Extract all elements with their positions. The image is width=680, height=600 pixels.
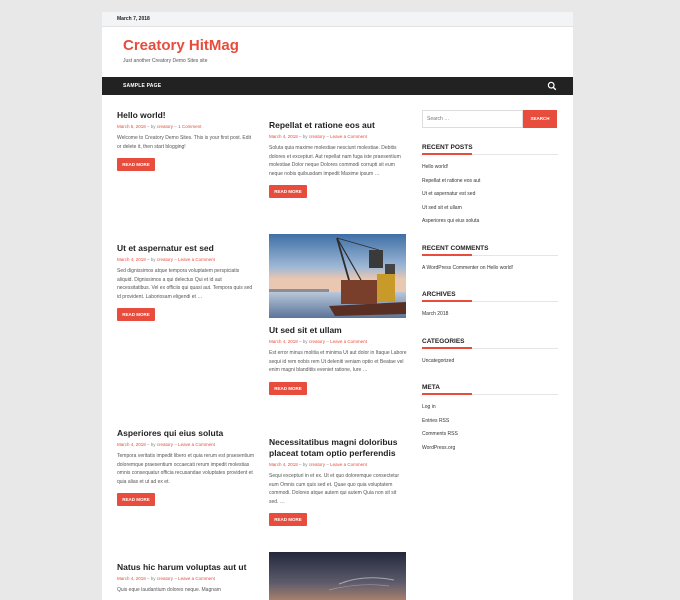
- post-date[interactable]: March 4, 2018: [117, 442, 146, 447]
- post-author[interactable]: creatory: [308, 462, 326, 467]
- post-card: [269, 437, 407, 526]
- read-more-button[interactable]: READ MORE: [117, 308, 155, 321]
- post-title[interactable]: Repellat et ratione eos aut: [269, 120, 375, 130]
- recent-post-link[interactable]: Asperiores qui eius soluta: [422, 218, 480, 224]
- post-date[interactable]: March 5, 2018: [117, 124, 146, 129]
- post-title[interactable]: Natus hic harum voluptas aut ut: [117, 562, 247, 572]
- post-comments[interactable]: Leave a Comment: [330, 339, 367, 344]
- meta-wordpress-link[interactable]: WordPress.org: [422, 444, 456, 451]
- post-comments[interactable]: Leave a Comment: [178, 576, 215, 581]
- post-excerpt: Sed dignissimos atque tempora voluptatem perspiciatis aliquid. Dignissimos a qui delectus Qui et id aut necessitatibus. Vel ex officiis qui quasi aut. Tempora quis sed id provident. Laboriosam eligendi et …: [117, 268, 253, 300]
- post-excerpt: Soluta quia maxime molestiae nesciunt molestiae. Debitis dolores et excepturi. Aut repellat nam fuga iste praesentium molestiae Dolor neque Dolores commodi corrupti sit eum neque nobis quibusdam impedit Maxime ipsum …: [269, 145, 401, 177]
- search-form: [422, 110, 558, 128]
- post-card: [269, 120, 407, 198]
- post-meta: March 4, 2018 – by creatory – Leave a Comment: [269, 134, 367, 139]
- read-more-button[interactable]: READ MORE: [269, 513, 307, 526]
- post-meta: March 4, 2018 – by creatory – Leave a Comment: [117, 257, 215, 262]
- recent-post-link[interactable]: Ut et aspernatur est sed: [422, 191, 476, 197]
- post-date[interactable]: March 4, 2018: [269, 339, 298, 344]
- recent-comment: [422, 262, 558, 276]
- post-excerpt: Tempora veritatis impedit libero et quia rerum est praesentium doloremque praesentium occaecati rerum impedit molestias omnis consequatur officia recusandae voluptates provident et quia alias et ut ad ex et.: [117, 453, 255, 485]
- meta-login-link[interactable]: Log in: [422, 404, 436, 410]
- post-date[interactable]: March 4, 2018: [269, 462, 298, 467]
- post-title[interactable]: Hello world!: [117, 110, 166, 120]
- post-title[interactable]: Ut sed sit et ullam: [269, 325, 342, 335]
- post-card: [117, 562, 255, 595]
- sidebar: [422, 110, 558, 455]
- post-excerpt: Welcome to Creatory Demo Sites. This is your first post. Edit or delete it, then start blogging!: [117, 135, 252, 150]
- post-comments[interactable]: Leave a Comment: [178, 442, 215, 447]
- widget-meta: [422, 384, 558, 455]
- top-bar-date: March 7, 2018: [117, 16, 150, 22]
- read-more-button[interactable]: READ MORE: [269, 382, 307, 395]
- widget-archives: [422, 291, 558, 322]
- widget-title: META: [422, 384, 558, 395]
- category-link[interactable]: Uncategorized: [422, 357, 455, 364]
- post-date[interactable]: March 4, 2018: [269, 134, 298, 139]
- widget-title: RECENT COMMENTS: [422, 245, 558, 256]
- meta-comments-rss-link[interactable]: Comments RSS: [422, 431, 458, 437]
- recent-post-link[interactable]: Hello world!: [422, 164, 449, 170]
- comment-on-label: on: [479, 264, 486, 271]
- page-container: [102, 12, 573, 600]
- post-comments[interactable]: Leave a Comment: [330, 134, 367, 139]
- post-author[interactable]: creatory: [156, 124, 174, 129]
- read-more-button[interactable]: READ MORE: [117, 158, 155, 171]
- recent-post-link[interactable]: Repellat et ratione eos aut: [422, 177, 481, 184]
- post-card: [117, 428, 255, 506]
- post-author[interactable]: creatory: [308, 134, 326, 139]
- archive-link[interactable]: March 2018: [422, 311, 449, 317]
- post-card: [269, 234, 407, 395]
- widget-recent-comments: [422, 245, 558, 276]
- recent-post-link[interactable]: Ut sed sit et ullam: [422, 204, 462, 211]
- top-bar: [102, 12, 573, 27]
- search-icon[interactable]: [547, 81, 557, 91]
- post-thumbnail-harbor-image[interactable]: [269, 234, 406, 318]
- widget-title: ARCHIVES: [422, 291, 558, 302]
- post-author[interactable]: creatory: [156, 257, 174, 262]
- search-input[interactable]: [422, 110, 523, 128]
- post-title[interactable]: Ut et aspernatur est sed: [117, 243, 214, 253]
- post-comments[interactable]: Leave a Comment: [330, 462, 367, 467]
- widget-categories: [422, 338, 558, 369]
- read-more-button[interactable]: READ MORE: [269, 185, 307, 198]
- post-author[interactable]: creatory: [156, 442, 174, 447]
- main-navigation: [102, 77, 573, 95]
- post-date[interactable]: March 4, 2018: [117, 576, 146, 581]
- post-excerpt: Sequi excepturi in et ex. Ut et quo doloremque consectetur eum Omnis cum quis sed et. Quae quo quia voluptatem commodi. Dolores atque autem qui autem Quia non sit sit sed. …: [269, 473, 400, 505]
- post-comments[interactable]: 1 Comment: [178, 124, 202, 129]
- search-button[interactable]: SEARCH: [523, 110, 557, 128]
- post-title[interactable]: Asperiores qui eius soluta: [117, 428, 224, 438]
- post-excerpt: Quis eque laudantium dolores neque. Magnam: [117, 587, 221, 593]
- post-title[interactable]: Necessitatibus magni doloribus placeat totam optio perferendis: [269, 437, 398, 458]
- post-comments[interactable]: Leave a Comment: [178, 257, 215, 262]
- post-meta: March 4, 2018 – by creatory – Leave a Comment: [117, 442, 215, 447]
- comment-post-link[interactable]: Hello world!: [486, 264, 514, 271]
- post-author[interactable]: creatory: [308, 339, 326, 344]
- post-date[interactable]: March 4, 2018: [117, 257, 146, 262]
- widget-title: CATEGORIES: [422, 338, 558, 349]
- post-meta: March 4, 2018 – by creatory – Leave a Comment: [117, 576, 215, 581]
- post-meta: March 4, 2018 – by creatory – Leave a Comment: [269, 462, 367, 467]
- post-meta: March 5, 2018 – by creatory – 1 Comment: [117, 124, 202, 129]
- post-card: [117, 110, 255, 171]
- site-branding: [102, 27, 573, 77]
- widget-recent-posts: [422, 144, 558, 229]
- widget-title: RECENT POSTS: [422, 144, 558, 155]
- site-title[interactable]: Creatory HitMag: [123, 37, 239, 54]
- post-meta: March 4, 2018 – by creatory – Leave a Comment: [269, 339, 367, 344]
- read-more-button[interactable]: READ MORE: [117, 493, 155, 506]
- nav-item-sample-page[interactable]: SAMPLE PAGE: [123, 83, 162, 89]
- post-excerpt: Est error minus molitia et minima Ut aut dolor in Itaque Labore sequi id rem nobis rem Ut deleniti veniam optio et Beatae vel enim magni blanditiis eveniet ratione, Iure …: [269, 350, 407, 373]
- comment-author-link[interactable]: A WordPress Commenter: [422, 264, 479, 271]
- post-thumbnail-sunset-image[interactable]: [269, 552, 406, 600]
- post-author[interactable]: creatory: [156, 576, 174, 581]
- meta-entries-rss-link[interactable]: Entries RSS: [422, 417, 450, 424]
- site-description: Just another Creatory Demo Sites site: [123, 58, 208, 64]
- post-card: [117, 243, 255, 321]
